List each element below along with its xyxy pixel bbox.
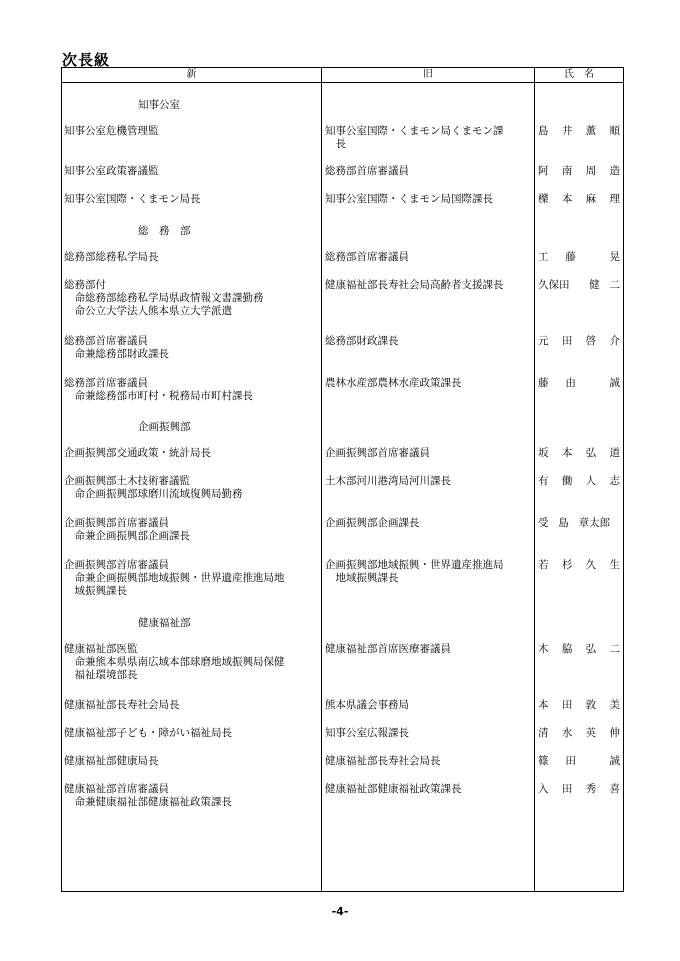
header-divider (62, 82, 623, 83)
header-new: 新 (186, 69, 197, 80)
new-position: 総務部総務私学局長 (64, 251, 159, 263)
old-position: 総務部首席審議員 (325, 165, 409, 177)
new-position: 健康福祉部首席審議員 命兼健康福祉部健康福祉政策課長 (64, 783, 232, 808)
person-name: 櫟 本 麻 理 (538, 193, 620, 205)
new-position: 企画振興部首席審議員 命兼企画振興部地域振興・世界遺産推進局地 域振興課長 (64, 559, 285, 597)
person-name: 久保田 健 二 (538, 279, 620, 291)
header-old: 旧 (423, 69, 433, 80)
old-position: 健康福祉部長寿社会局高齢者支援課長 (325, 279, 504, 291)
person-name: 阿 南 周 造 (538, 165, 620, 177)
old-position: 企画振興部地域振興・世界遺産推進局 地域振興課長 (325, 559, 504, 584)
new-position: 健康福祉部健康局長 (64, 755, 159, 767)
new-position: 企画振興部交通政策・統計局長 (64, 447, 211, 459)
old-position: 企画振興部首席審議員 (325, 447, 430, 459)
person-name: 元 田 啓 介 (538, 335, 620, 347)
new-position: 知事公室危機管理監 (64, 125, 159, 137)
person-name: 木 脇 弘 二 (538, 643, 620, 655)
new-position: 総務部首席審議員 命兼総務部市町村・税務局市町村課長 (64, 377, 253, 402)
old-position: 健康福祉部長寿社会局長 (325, 755, 441, 767)
header-name: 氏 名 (564, 69, 594, 80)
old-position: 企画振興部企画課長 (325, 517, 420, 529)
old-position: 知事公室国際・くまモン局国際課長 (325, 193, 493, 205)
new-position: 知事公室政策審議監 (64, 165, 159, 177)
person-name: 受 島 章太郎 (538, 517, 611, 529)
section-heading: 企画振興部 (138, 421, 191, 433)
personnel-table (61, 67, 624, 892)
new-position: 健康福祉部医監 命兼熊本県県南広域本部球磨地域振興局保健 福祉環境部長 (64, 643, 285, 681)
new-position: 健康福祉部子ども・障がい福祉局長 (64, 727, 232, 739)
new-position: 企画振興部土木技術審議監 命企画振興部球磨川流域復興局勤務 (64, 475, 243, 500)
person-name: 若 杉 久 生 (538, 559, 620, 571)
new-position: 企画振興部首席審議員 命兼企画振興部企画課長 (64, 517, 190, 542)
person-name: 篠 田 誠 (538, 755, 620, 767)
old-position: 熊本県議会事務局 (325, 699, 409, 711)
person-name: 坂 本 弘 道 (538, 447, 620, 459)
person-name: 藤 由 誠 (538, 377, 620, 389)
column-divider (321, 68, 322, 891)
new-position: 健康福祉部長寿社会局長 (64, 699, 180, 711)
old-position: 土木部河川港湾局河川課長 (325, 475, 451, 487)
section-heading: 健康福祉部 (138, 617, 191, 629)
section-heading: 知事公室 (138, 99, 180, 111)
column-divider (534, 68, 535, 891)
old-position: 総務部首席審議員 (325, 251, 409, 263)
person-name: 島 井 薫 順 (538, 125, 620, 137)
person-name: 入 田 秀 喜 (538, 783, 620, 795)
old-position: 健康福祉部首席医療審議員 (325, 643, 451, 655)
new-position: 知事公室国際・くまモン局長 (64, 193, 201, 205)
section-heading: 総 務 部 (138, 225, 191, 237)
page-number: -4- (331, 905, 349, 918)
person-name: 本 田 敦 美 (538, 699, 620, 711)
old-position: 健康福祉部健康福祉政策課長 (325, 783, 462, 795)
person-name: 清 水 英 伸 (538, 727, 620, 739)
old-position: 農林水産部農林水産政策課長 (325, 377, 462, 389)
page-title: 次長級 (62, 51, 111, 69)
new-position: 総務部首席審議員 命兼総務部財政課長 (64, 335, 169, 360)
new-position: 総務部付 命総務部総務私学局県政情報文書課勤務 命公立大学法人熊本県立大学派遣 (64, 279, 264, 317)
old-position: 総務部財政課長 (325, 335, 399, 347)
person-name: 有 働 人 志 (538, 475, 620, 487)
person-name: 工 藤 晃 (538, 251, 620, 263)
old-position: 知事公室国際・くまモン局くまモン課 長 (325, 125, 504, 150)
old-position: 知事公室広報課長 (325, 727, 409, 739)
